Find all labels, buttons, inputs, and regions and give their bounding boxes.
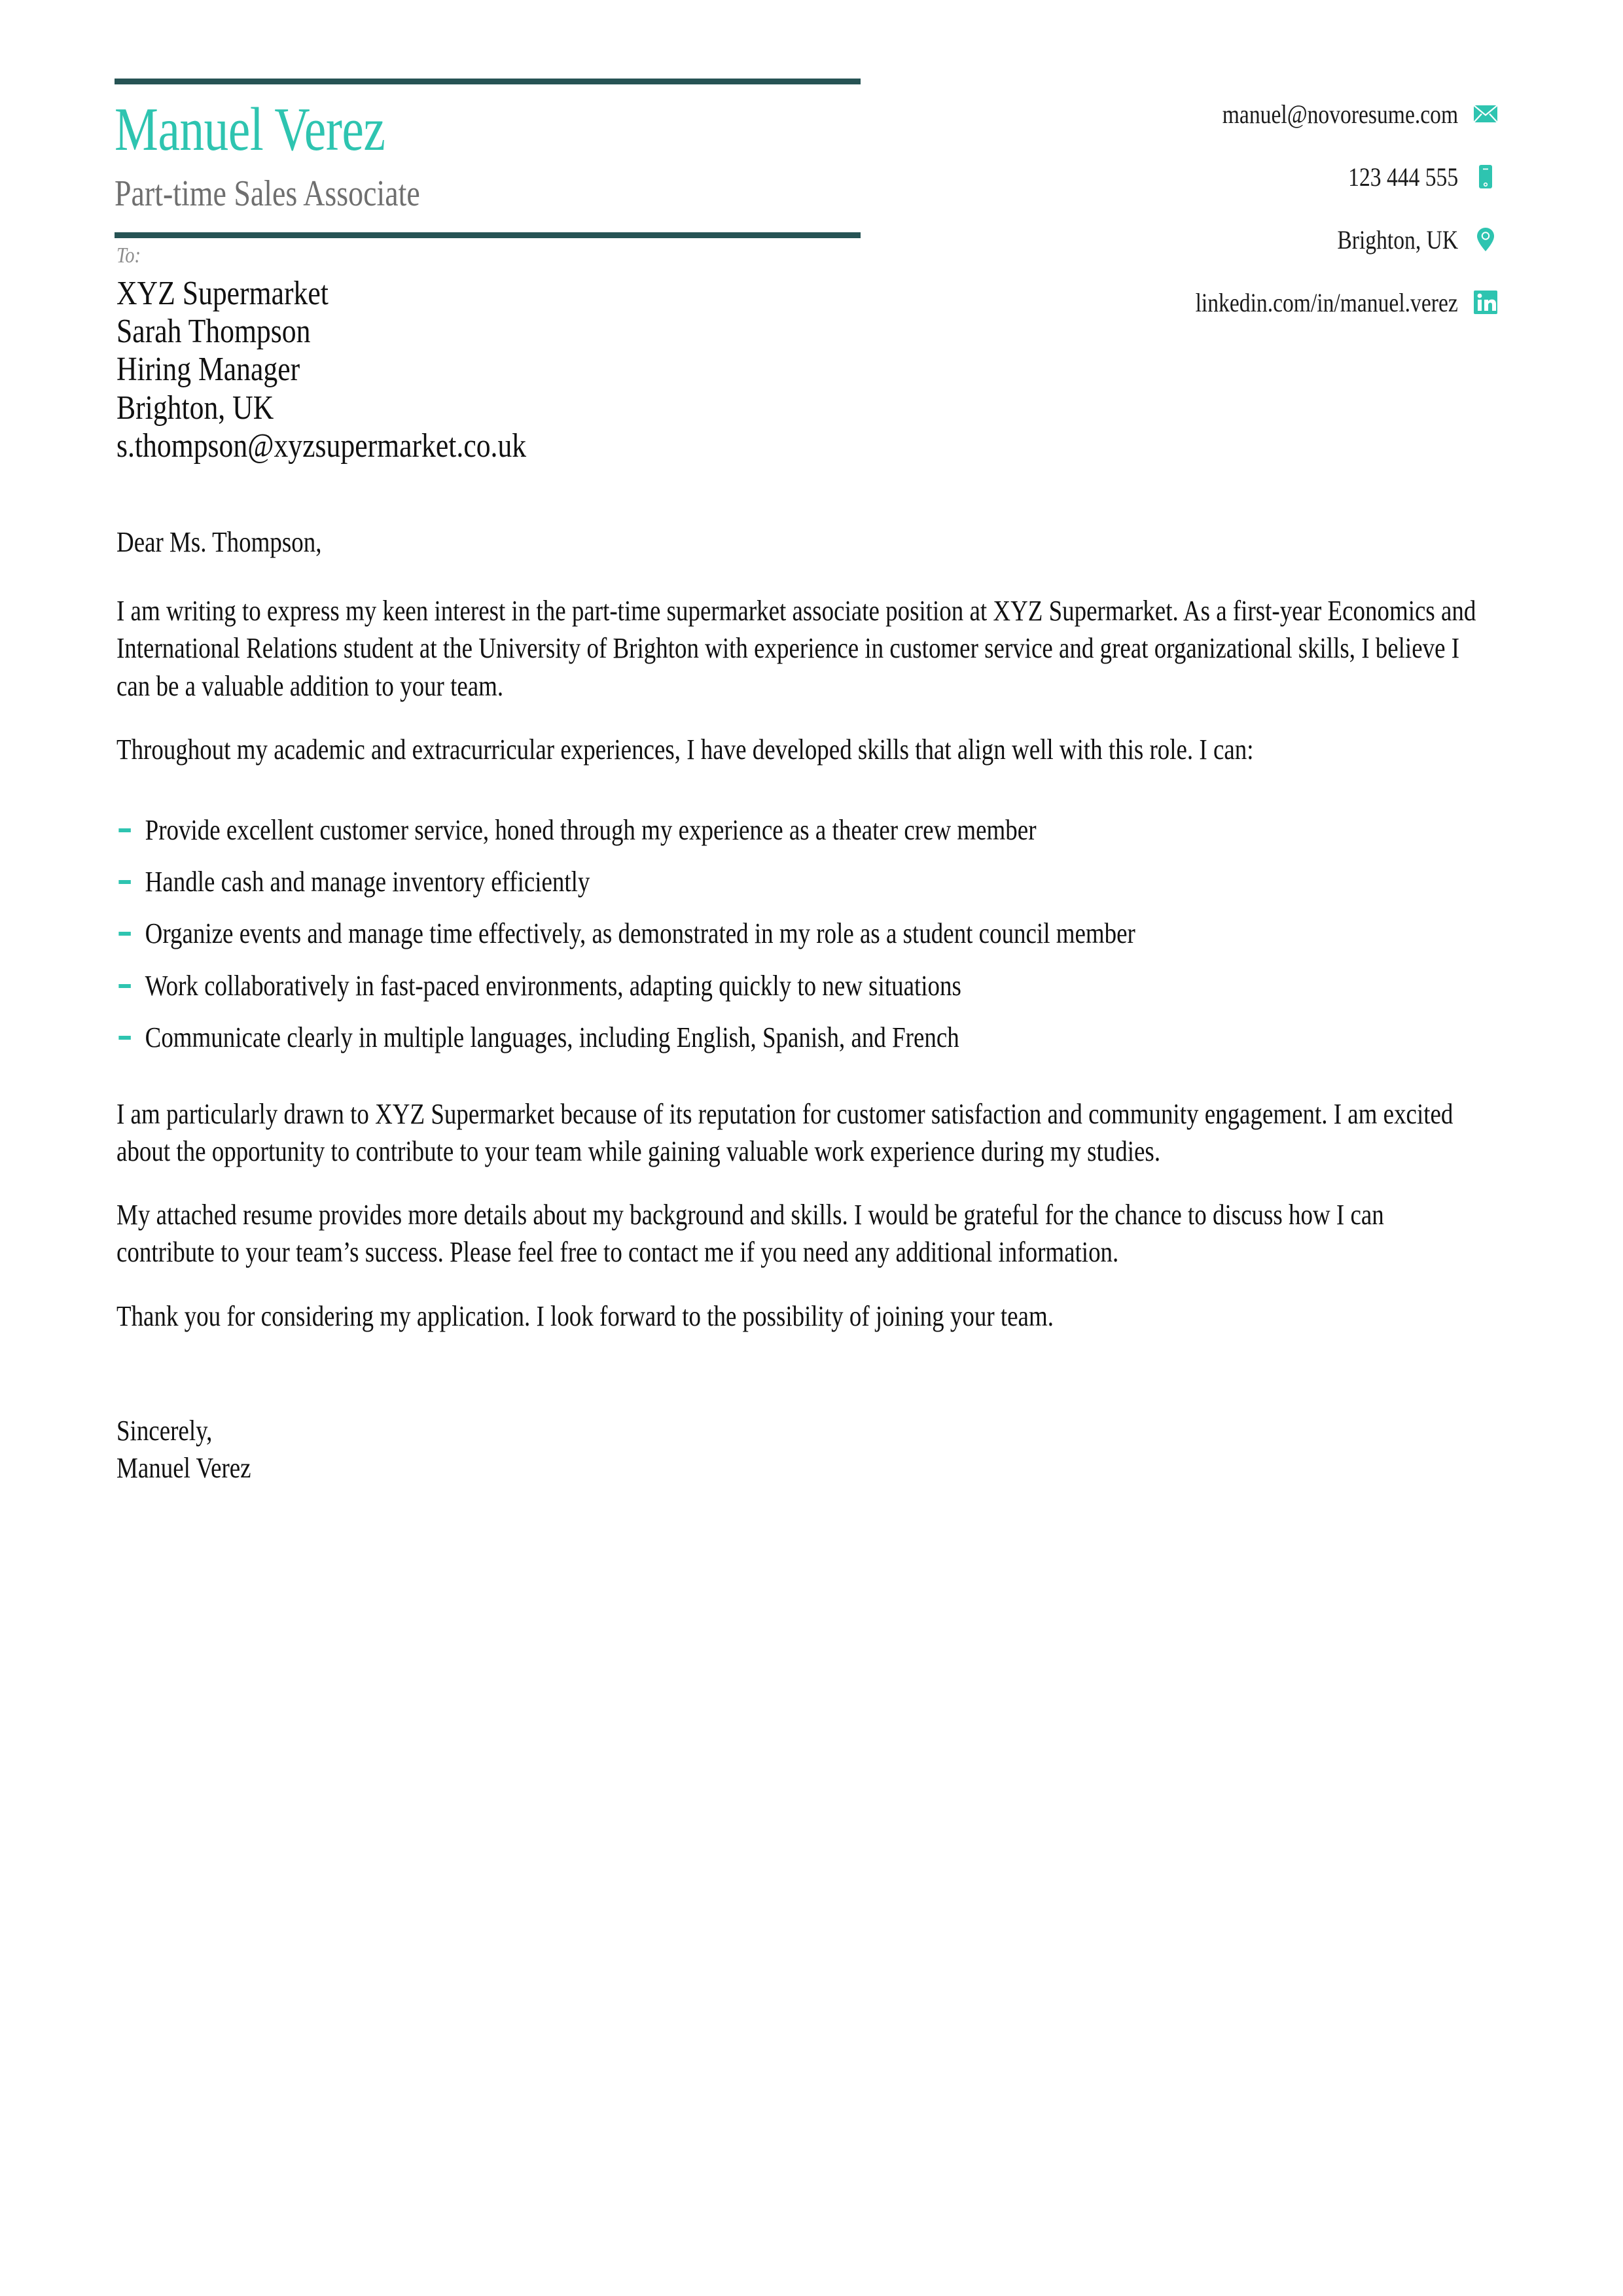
body-paragraph-5: Thank you for considering my application. I look forward to the possibility of joining your team. xyxy=(116,1299,1054,1332)
list-item xyxy=(116,967,1488,1004)
list-item-label: Handle cash and manage inventory efficiently xyxy=(145,866,590,898)
contact-location-text: Brighton, UK xyxy=(1337,224,1459,255)
dash-bullet-icon xyxy=(118,984,130,988)
location-pin-icon xyxy=(1472,226,1499,253)
contact-email-text: manuel@novoresume.com xyxy=(1222,99,1459,129)
recipient-block xyxy=(116,243,1033,465)
list-item-label: Work collaboratively in fast-paced environments, adapting quickly to new situations xyxy=(145,969,961,1002)
recipient-email: s.thompson@xyzsupermarket.co.uk xyxy=(116,427,527,465)
recipient-location: Brighton, UK xyxy=(116,389,274,427)
dash-bullet-icon xyxy=(118,828,130,832)
letter-body xyxy=(116,523,1491,1487)
header-top-rule xyxy=(115,79,861,84)
recipient-label: To: xyxy=(116,243,141,268)
body-paragraph-3: I am particularly drawn to XYZ Supermarket because of its reputation for customer satisfaction and community engagement. I am excited about the opportunity to contribute to your team while gaining valuable work experience during my studies. xyxy=(116,1097,1454,1168)
dash-bullet-icon xyxy=(118,932,130,936)
dash-bullet-icon xyxy=(118,1036,130,1040)
job-title: Part-time Sales Associate xyxy=(115,173,420,214)
contact-linkedin-text: linkedin.com/in/manuel.verez xyxy=(1195,287,1459,317)
list-item-label: Provide excellent customer service, honed through my experience as a theater crew member xyxy=(145,813,1037,846)
recipient-company: XYZ Supermarket xyxy=(116,275,329,312)
recipient-name: Sarah Thompson xyxy=(116,313,311,351)
list-item xyxy=(116,1019,1488,1056)
body-paragraph-1: I am writing to express my keen interest in the part-time supermarket associate position at XYZ Supermarket. As a first-year Economics and International Relations student at the University of Brighton with experience in customer service and great organizational skills, I believe I can be a valuable addition to your team. xyxy=(116,595,1476,702)
list-item xyxy=(116,863,1488,900)
list-item xyxy=(116,915,1488,952)
contact-item-phone[interactable] xyxy=(916,153,1499,200)
header-bottom-rule xyxy=(115,232,861,238)
sign-off: Sincerely, xyxy=(116,1414,213,1447)
contact-phone-text: 123 444 555 xyxy=(1348,162,1459,192)
email-icon xyxy=(1472,101,1499,127)
phone-icon xyxy=(1472,164,1499,190)
list-item-label: Organize events and manage time effectively, as demonstrated in my role as a student council member xyxy=(145,917,1135,950)
salutation: Dear Ms. Thompson, xyxy=(116,526,322,558)
page-title: Manuel Verez xyxy=(115,96,385,164)
contact-item-email[interactable] xyxy=(916,90,1499,137)
identity-block xyxy=(115,84,861,232)
skills-bullet-list xyxy=(116,811,1488,1056)
linkedin-icon xyxy=(1472,289,1499,315)
list-item-label: Communicate clearly in multiple languages, including English, Spanish, and French xyxy=(145,1021,959,1053)
body-paragraph-2: Throughout my academic and extracurricular experiences, I have developed skills that align well with this role. I can: xyxy=(116,733,1254,766)
recipient-role: Hiring Manager xyxy=(116,351,300,389)
signature-name: Manuel Verez xyxy=(116,1452,251,1484)
list-item xyxy=(116,811,1488,849)
signature-spacer xyxy=(116,1361,1491,1412)
body-paragraph-4: My attached resume provides more details about my background and skills. I would be grateful for the chance to discuss how I can contribute to your team’s success. Please feel free to contact me if you need any additional information. xyxy=(116,1199,1384,1269)
dash-bullet-icon xyxy=(118,880,130,884)
